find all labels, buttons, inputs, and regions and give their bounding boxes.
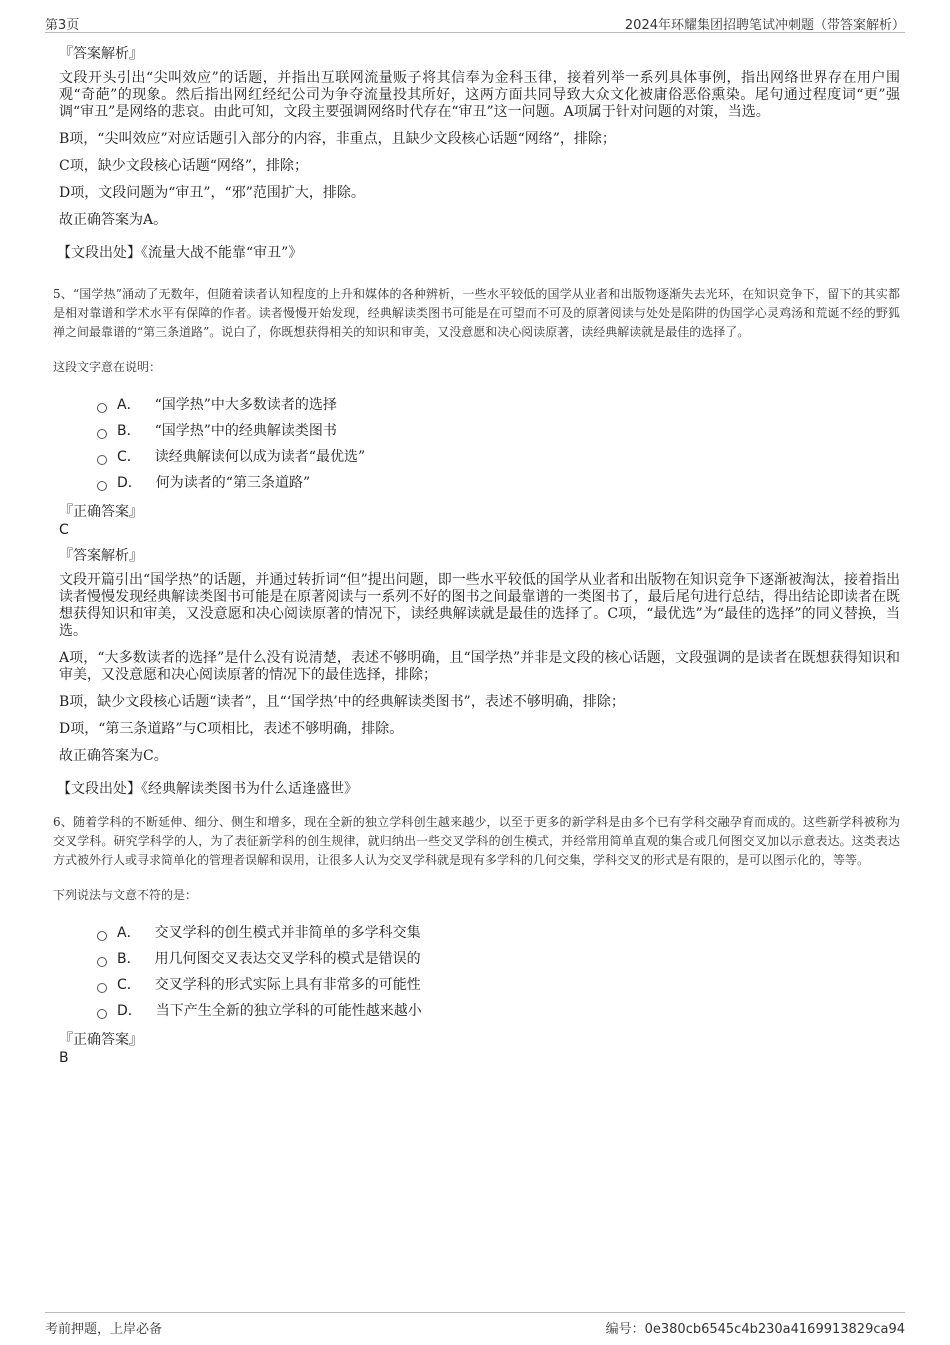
page-header [45, 10, 905, 33]
q5-correct-label: 『正确答案』 [59, 504, 143, 520]
q5-source: 【文段出处】《经典解读类图书为什么适逢盛世》 [57, 781, 358, 797]
option-letter: B． [117, 951, 141, 967]
radio-icon[interactable] [97, 403, 107, 413]
option-text: 交叉学科的创生模式并非简单的多学科交集 [154, 925, 421, 941]
q5-analysis-paragraph: 文段开篇引出“国学热”的话题，并通过转折词“但”提出问题，即一些水平较低的国学从业者和出版物在知识竞争下逐渐被淘汰，接着指出读者慢慢发现经典解读类图书可能是在原著阅读与一系列不好的图书之间最靠谱的一类图书了，最后尾句进行总结，得出结论即读者在既想获得知识和审美，又没意愿和决心阅读原著的情况下，读经典解读就是最佳的选择了。C项，“最优选”为“最佳的选择”的同义替换，当选。 [59, 572, 900, 639]
option-text: “国学热”中大多数读者的选择 [154, 397, 337, 413]
q5-analysis-paragraph: 故正确答案为C。 [59, 748, 168, 764]
document-title: 2024年环耀集团招聘笔试冲刺题（带答案解析） [624, 18, 905, 33]
q6-option-a[interactable] [97, 920, 900, 946]
q4-analysis-paragraph: 文段开头引出“尖叫效应”的话题，并指出互联网流量贩子将其信奉为金科玉律，接着列举一系列具体事例，指出网络世界存在用户围观“奇葩”的现象。然后指出网红经纪公司为争夺流量投其所好，这两方面共同导致大众文化被庸俗恶俗熏染。尾句通过程度词“更”强调“审丑”是网络的悲哀。由此可知，文段主要强调网络时代存在“审丑”这一问题。A项属于针对问题的对策，当选。 [59, 70, 900, 120]
radio-icon[interactable] [97, 983, 107, 993]
q5-options [97, 392, 900, 496]
radio-icon[interactable] [97, 481, 107, 491]
document-id: 编号：0e380cb6545c4b230a4169913829ca94 [605, 1322, 905, 1337]
footer-slogan: 考前押题，上岸必备 [45, 1322, 163, 1337]
option-text: 何为读者的“第三条道路” [155, 475, 311, 491]
q6-correct-label: 『正确答案』 [59, 1032, 143, 1048]
q5-analysis-paragraph: D项，“第三条道路”与C项相比，表述不够明确，排除。 [59, 721, 404, 737]
option-letter: B． [117, 423, 141, 439]
q5-option-a[interactable] [97, 392, 900, 418]
radio-icon[interactable] [97, 931, 107, 941]
option-text: “国学热”中的经典解读类图书 [154, 423, 337, 439]
page-footer [45, 1312, 905, 1337]
q5-analysis-paragraph: A项，“大多数读者的选择”是什么没有说清楚，表述不够明确，且“国学热”并非是文段的核心话题，文段强调的是读者在既想获得知识和审美，又没意愿和决心阅读原著的情况下的最佳选择，排除； [59, 650, 900, 683]
q6-options [97, 920, 900, 1024]
page-content [53, 44, 900, 1074]
q4-source: 【文段出处】《流量大战不能靠“审丑”》 [57, 245, 303, 261]
option-text: 当下产生全新的独立学科的可能性越来越小 [155, 1003, 422, 1019]
q5-analysis-label: 『答案解析』 [59, 548, 143, 564]
page-number: 第3页 [45, 18, 80, 33]
q4-analysis-paragraph: 故正确答案为A。 [59, 212, 168, 228]
q5-analysis-paragraph: B项，缺少文段核心话题“读者”，且“‘国学热’中的经典解读类图书”，表述不够明确，排除； [59, 694, 625, 710]
option-letter: D． [117, 1003, 142, 1019]
q4-analysis-label: 『答案解析』 [59, 46, 143, 62]
q6-option-d[interactable] [97, 998, 900, 1024]
q4-analysis-paragraph: C项，缺少文段核心话题“网络”，排除； [59, 158, 309, 174]
option-letter: A． [117, 925, 141, 941]
option-letter: D． [117, 475, 142, 491]
q5-prompt: 这段文字意在说明： [53, 360, 162, 374]
option-text: 用几何图交叉表达交叉学科的模式是错误的 [154, 951, 421, 967]
option-letter: C． [117, 977, 141, 993]
radio-icon[interactable] [97, 957, 107, 967]
radio-icon[interactable] [97, 429, 107, 439]
q5-option-d[interactable] [97, 470, 900, 496]
q5-question-text: 5、“国学热”涌动了无数年，但随着读者认知程度的上升和媒体的各种辨析，一些水平较低的国学从业者和出版物逐渐失去光环，在知识竞争下，留下的其实都是相对靠谱和学术水平有保障的作者。读者慢慢开始发现，经典解读类图书可能是在可望而不可及的原著阅读与处处是陷阱的伪国学心灵鸡汤和荒诞不经的野狐禅之间最靠谱的“第三条道路”。说白了，你既想获得相关的知识和审美，又没意愿和决心阅读原著，读经典解读就是最佳的选择了。 [53, 287, 900, 339]
option-letter: C． [117, 449, 141, 465]
q4-analysis-paragraph: D项，文段问题为“审丑”，“邪”范围扩大，排除。 [59, 185, 365, 201]
option-text: 交叉学科的形式实际上具有非常多的可能性 [154, 977, 421, 993]
q6-option-c[interactable] [97, 972, 900, 998]
q6-prompt: 下列说法与文意不符的是： [53, 888, 198, 902]
q5-correct-answer: C [59, 522, 69, 538]
option-letter: A． [117, 397, 141, 413]
radio-icon[interactable] [97, 1009, 107, 1019]
radio-icon[interactable] [97, 455, 107, 465]
q5-option-b[interactable] [97, 418, 900, 444]
q6-question-text: 6、随着学科的不断延伸、细分、侧生和增多，现在全新的独立学科创生越来越少，以至于更多的新学科是由多个已有学科交融孕育而成的。这些新学科被称为交叉学科。研究学科学的人，为了表征新学科的创生规律，就归纳出一些交叉学科的创生模式，并经常用简单直观的集合或几何图交叉加以示意表达。这类表达方式被外行人或寻求简单化的管理者误解和误用，让很多人认为交叉学科就是现有多学科的几何交集，学科交叉的形式是有限的，是可以图示化的，等等。 [53, 815, 900, 867]
q5-option-c[interactable] [97, 444, 900, 470]
q4-analysis-paragraph: B项，“尖叫效应”对应话题引入部分的内容，非重点，且缺少文段核心话题“网络”，排除； [59, 131, 616, 147]
q6-option-b[interactable] [97, 946, 900, 972]
q6-correct-answer: B [59, 1050, 69, 1066]
option-text: 读经典解读何以成为读者“最优选” [154, 449, 366, 465]
